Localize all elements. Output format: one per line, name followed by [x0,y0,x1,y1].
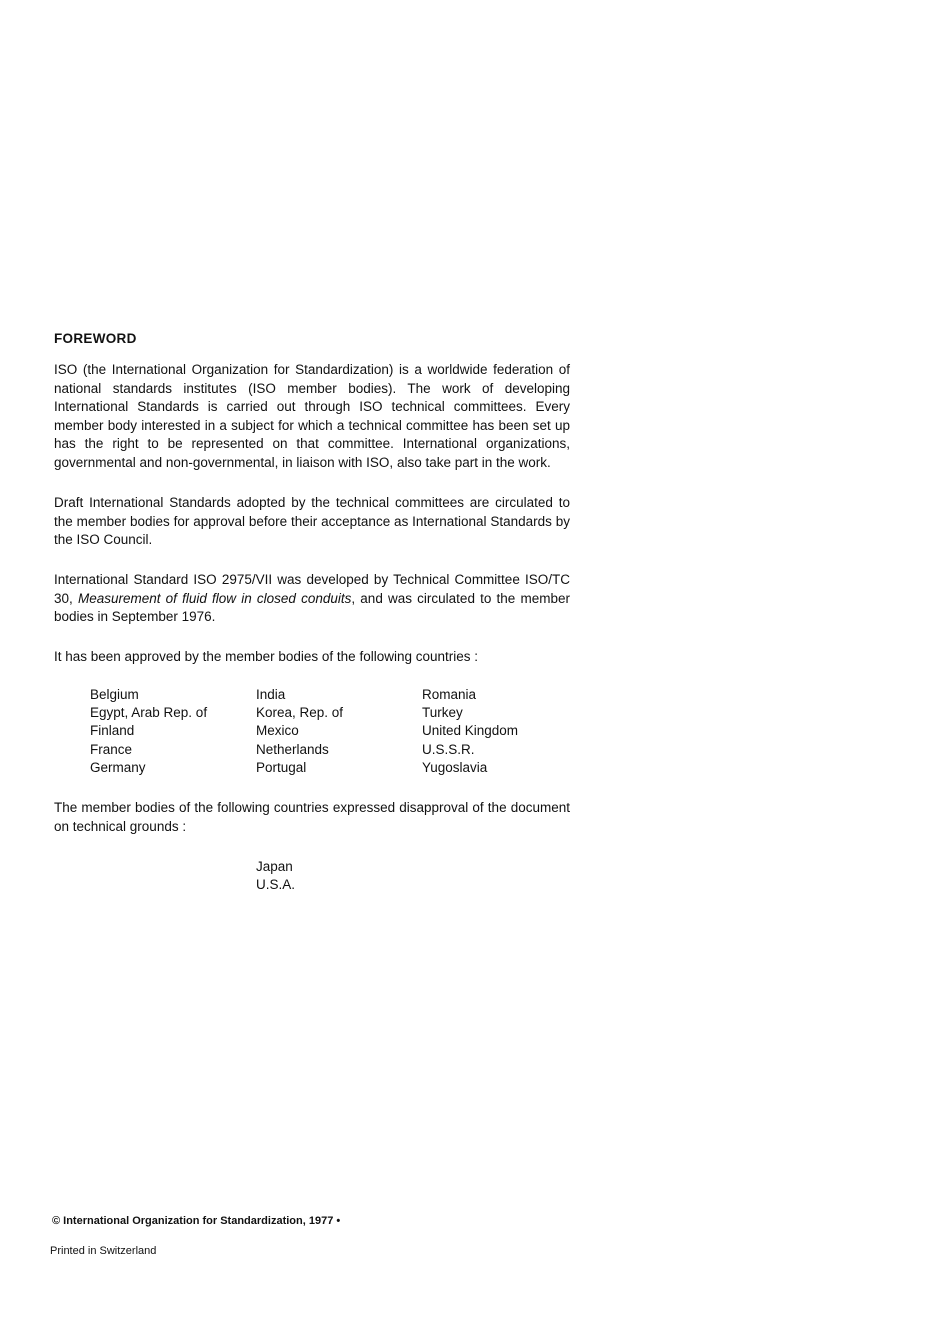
approved-countries-column-2 [256,686,343,777]
printed-notice: Printed in Switzerland [50,1245,157,1257]
country-item: Portugal [256,759,307,775]
country-item: Egypt, Arab Rep. of [90,705,208,721]
foreword-paragraph-iso: ISO (the International Organization for Standardization) is a worldwide federation of national standards institutes (ISO member bodies). The work of developing International Standards is carried out through ISO technical committees. Every member body interested in a subject for which a technical committee has been set up has the right to be represented on that committee. International organizations, governmental and non-governmental, in liaison with ISO, also take part in the work. [54,362,570,470]
country-item: India [256,687,286,702]
country-item: Mexico [256,723,299,739]
approved-countries-column-1 [90,686,207,777]
standard-text-start: International Standard ISO 2975/VII was developed by Technical Committee ISO/TC 30, [54,572,570,606]
country-item: Korea, Rep. of [256,705,344,721]
copyright-notice: © International Organization for Standardization, 1977 • [52,1215,341,1227]
country-item: France [90,741,133,757]
country-item: Romania [422,687,477,702]
country-item: U.S.A. [256,877,296,893]
country-item: Netherlands [256,741,329,757]
disapproval-statement: The member bodies of the following countries expressed disapproval of the document on technical grounds : [54,800,570,834]
country-item: Germany [90,759,146,775]
country-item: Belgium [90,687,139,702]
approved-countries-column-3 [422,686,518,777]
approval-statement: It has been approved by the member bodies of the following countries : [54,649,479,664]
foreword-title: FOREWORD [54,331,137,346]
country-item: U.S.S.R. [422,741,475,757]
country-item: Yugoslavia [422,759,488,775]
standard-text-end: , and was circulated to the member bodies in September 1976. [54,590,570,624]
foreword-paragraph-draft: Draft International Standards adopted by the technical committees are circulated to the member bodies for approval before their acceptance as International Standards by the ISO Council. [54,495,570,547]
country-item: United Kingdom [422,723,519,739]
committee-title: Measurement of fluid flow in closed conduits [77,590,352,606]
country-item: Turkey [422,705,463,721]
country-item: Japan [256,859,293,874]
foreword-paragraph-standard [54,571,570,627]
country-item: Finland [90,723,135,739]
disapproved-countries [256,858,295,894]
